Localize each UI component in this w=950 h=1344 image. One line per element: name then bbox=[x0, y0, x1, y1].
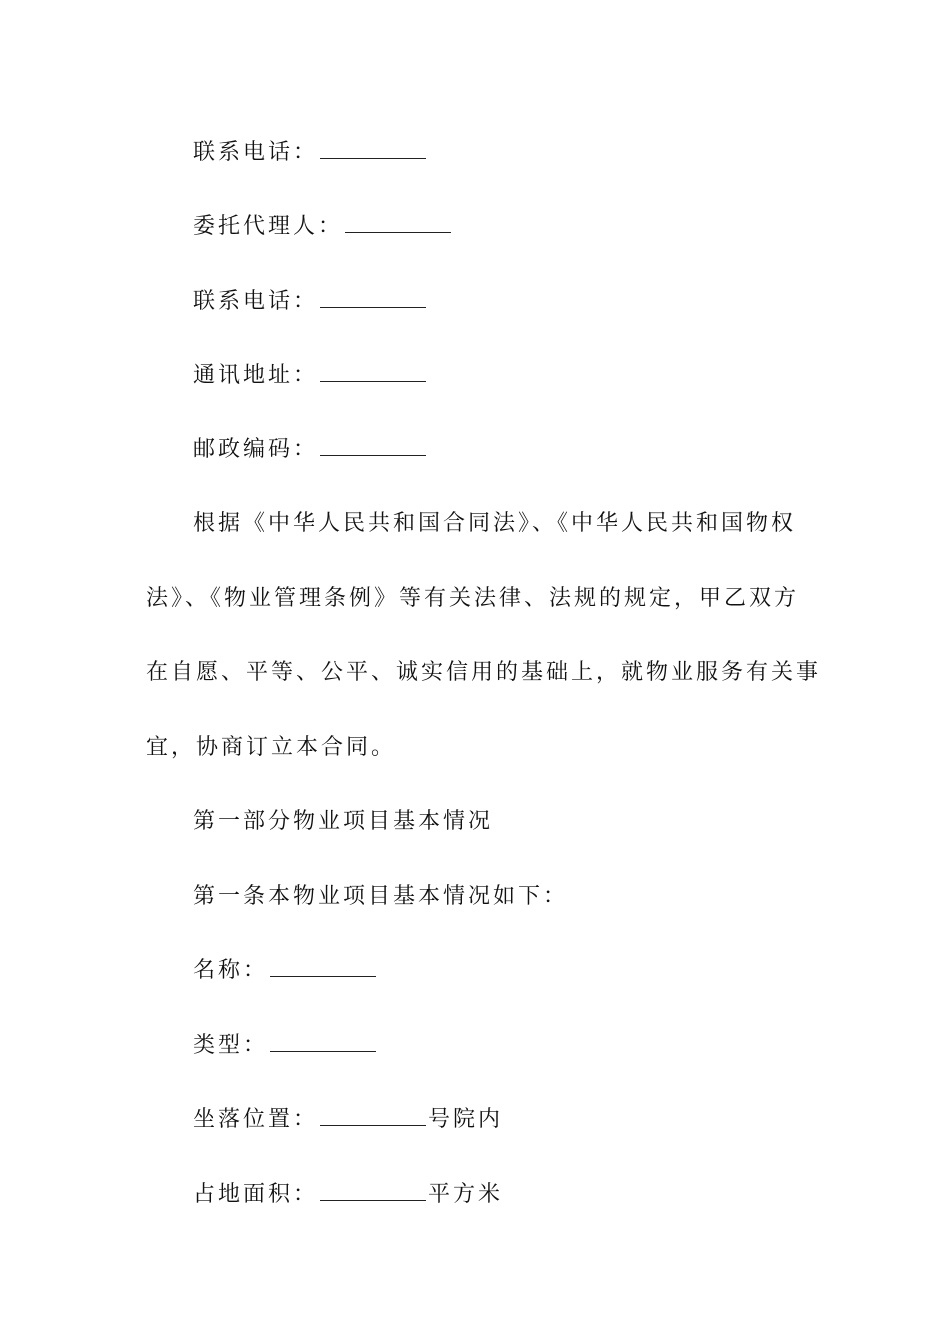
blank-line bbox=[320, 1180, 426, 1201]
field-contact-phone-2 bbox=[193, 287, 428, 317]
blank-line bbox=[320, 1105, 426, 1126]
field-area bbox=[193, 1180, 503, 1210]
preamble-line: 在自愿、平等、公平、诚实信用的基础上，就物业服务有关事 bbox=[146, 660, 822, 685]
field-label: 联系电话： bbox=[193, 289, 319, 314]
field-suffix: 号院内 bbox=[428, 1107, 504, 1132]
field-label: 委托代理人： bbox=[193, 214, 344, 239]
blank-line bbox=[270, 1031, 376, 1052]
preamble-line: 法》、《物业管理条例》等有关法律、法规的规定，甲乙双方 bbox=[146, 586, 800, 611]
blank-line bbox=[320, 287, 426, 308]
field-label: 名称： bbox=[193, 958, 269, 983]
field-label: 通讯地址： bbox=[193, 363, 319, 388]
article-one: 第一条本物业项目基本情况如下： bbox=[193, 884, 569, 909]
blank-line bbox=[320, 435, 426, 456]
blank-line bbox=[320, 138, 426, 159]
field-postcode bbox=[193, 435, 428, 465]
field-type bbox=[193, 1031, 378, 1061]
field-agent bbox=[193, 212, 453, 242]
blank-line bbox=[320, 361, 426, 382]
field-label: 占地面积： bbox=[193, 1182, 319, 1207]
preamble-line: 根据《中华人民共和国合同法》、《中华人民共和国物权 bbox=[193, 511, 797, 536]
field-location bbox=[193, 1105, 503, 1135]
blank-line bbox=[345, 212, 451, 233]
field-label: 类型： bbox=[193, 1033, 269, 1058]
blank-line bbox=[270, 956, 376, 977]
preamble-line: 宜，协商订立本合同。 bbox=[146, 735, 397, 760]
field-label: 联系电话： bbox=[193, 140, 319, 165]
field-label: 邮政编码： bbox=[193, 437, 319, 462]
field-label: 坐落位置： bbox=[193, 1107, 319, 1132]
field-name bbox=[193, 956, 378, 986]
field-suffix: 平方米 bbox=[428, 1182, 504, 1207]
field-contact-phone-1 bbox=[193, 138, 428, 168]
field-address bbox=[193, 361, 428, 391]
section-title: 第一部分物业项目基本情况 bbox=[193, 809, 494, 834]
